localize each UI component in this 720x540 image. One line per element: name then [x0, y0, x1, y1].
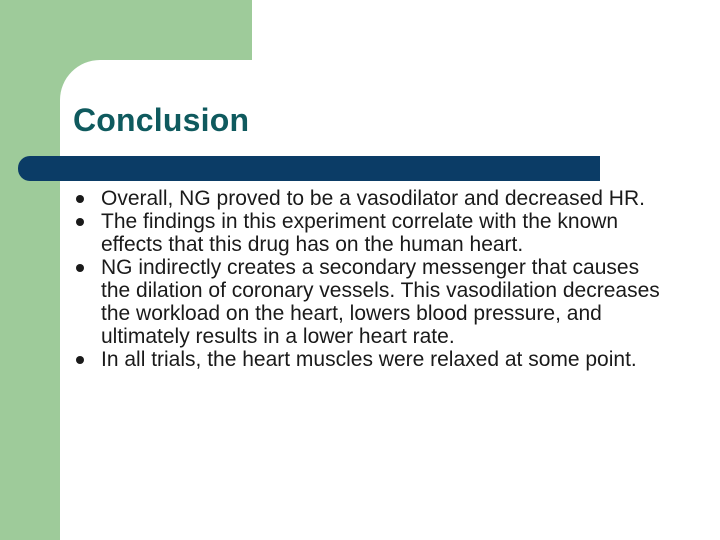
bullet-dot-icon	[76, 356, 84, 364]
title-underline-bar	[18, 156, 600, 181]
list-item	[74, 210, 674, 256]
green-side-strip	[0, 0, 60, 540]
bullet-list	[74, 187, 674, 371]
list-item	[74, 187, 674, 210]
bullet-text: In all trials, the heart muscles were relaxed at some point.	[101, 348, 637, 371]
list-item	[74, 256, 674, 348]
bullet-text: Overall, NG proved to be a vasodilator and decreased HR.	[101, 187, 645, 210]
bullet-text: The findings in this experiment correlate with the known effects that this drug has on the human heart.	[101, 210, 619, 256]
bullet-dot-icon	[76, 264, 84, 272]
list-item	[74, 348, 674, 371]
bullet-dot-icon	[76, 195, 84, 203]
slide-title: Conclusion	[73, 102, 250, 138]
bullet-text: NG indirectly creates a secondary messenger that causes the dilation of coronary vessels. This vasodilation decreases the workload on the heart, lowers blood pressure, and ultimately results in a lower heart rate.	[101, 256, 660, 348]
bullet-dot-icon	[76, 218, 84, 226]
